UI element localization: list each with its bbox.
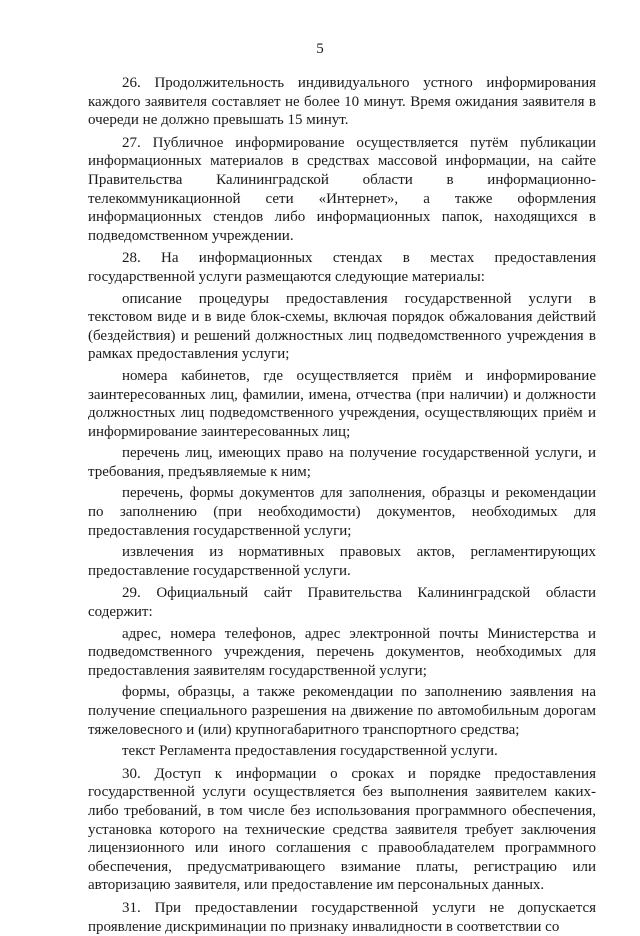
- paragraph-31: 31. При предоставлении государственной услуги не допускается проявление дискриминации по признаку инвалидности в соответствии со: [88, 899, 596, 935]
- list-item: формы, образцы, а также рекомендации по заполнению заявления на получение специального разрешения на движение по автомобильным дорогам тяжеловесного и (или) крупногабаритного транспортного средства;: [88, 684, 596, 738]
- list-item: извлечения из нормативных правовых актов, регламентирующих предоставление государственной услуги.: [88, 544, 596, 579]
- document-body: [88, 74, 596, 936]
- paragraph-28: 28. На информационных стендах в местах предоставления государственной услуги размещаются следующие материалы:: [88, 250, 596, 285]
- paragraph-29: 29. Официальный сайт Правительства Калининградской области содержит:: [88, 585, 596, 621]
- list-item: номера кабинетов, где осуществляется приём и информирование заинтересованных лиц, фамилии, имена, отчества (при наличии) и должности должностных лиц подведомственного учреждения, осуществляющих приём и информирование заинтересованных лиц;: [88, 367, 596, 440]
- paragraph-26: 26. Продолжительность индивидуального устного информирования каждого заявителя составляет не более 10 минут. Время ожидания заявителя в очереди не должно превышать 15 минут.: [88, 75, 596, 129]
- list-item: адрес, номера телефонов, адрес электронной почты Министерства и подведомственного учреждения, перечень документов, необходимых для предоставления заявителям государственной услуги;: [88, 625, 596, 679]
- paragraph-30: 30. Доступ к информации о сроках и порядке предоставления государственной услуги осуществляется без выполнения заявителем каких-либо требований, в том числе без использования программного обеспечения, установка которого на технические средства заявителя требует заключения лицензионного или иного соглашения с правообладателем программного обеспечения, предусматривающего взимание платы, регистрацию или авторизацию заявителя, или предоставление им персональных данных.: [88, 765, 596, 894]
- page-number: 5: [316, 41, 324, 57]
- list-item: перечень лиц, имеющих право на получение государственной услуги, и требования, предъявляемые к ним;: [88, 445, 596, 480]
- paragraph-27: 27. Публичное информирование осуществляется путём публикации информационных материалов в средствах массовой информации, на сайте Правительства Калининградской области в информационно-телекоммуникационной сети «Интернет», а также оформления информационных стендов либо информационных папок, находящихся в подведомственном учреждении.: [88, 134, 596, 244]
- list-item: перечень, формы документов для заполнения, образцы и рекомендации по заполнению (при необходимости) документов, необходимых для предоставления государственной услуги;: [88, 485, 596, 539]
- list-item: описание процедуры предоставления государственной услуги в текстовом виде и в виде блок-схемы, включая порядок обжалования действий (бездействия) и решений должностных лиц подведомственного учреждения в рамках предоставления услуги;: [88, 290, 596, 363]
- list-item: текст Регламента предоставления государственной услуги.: [122, 743, 498, 760]
